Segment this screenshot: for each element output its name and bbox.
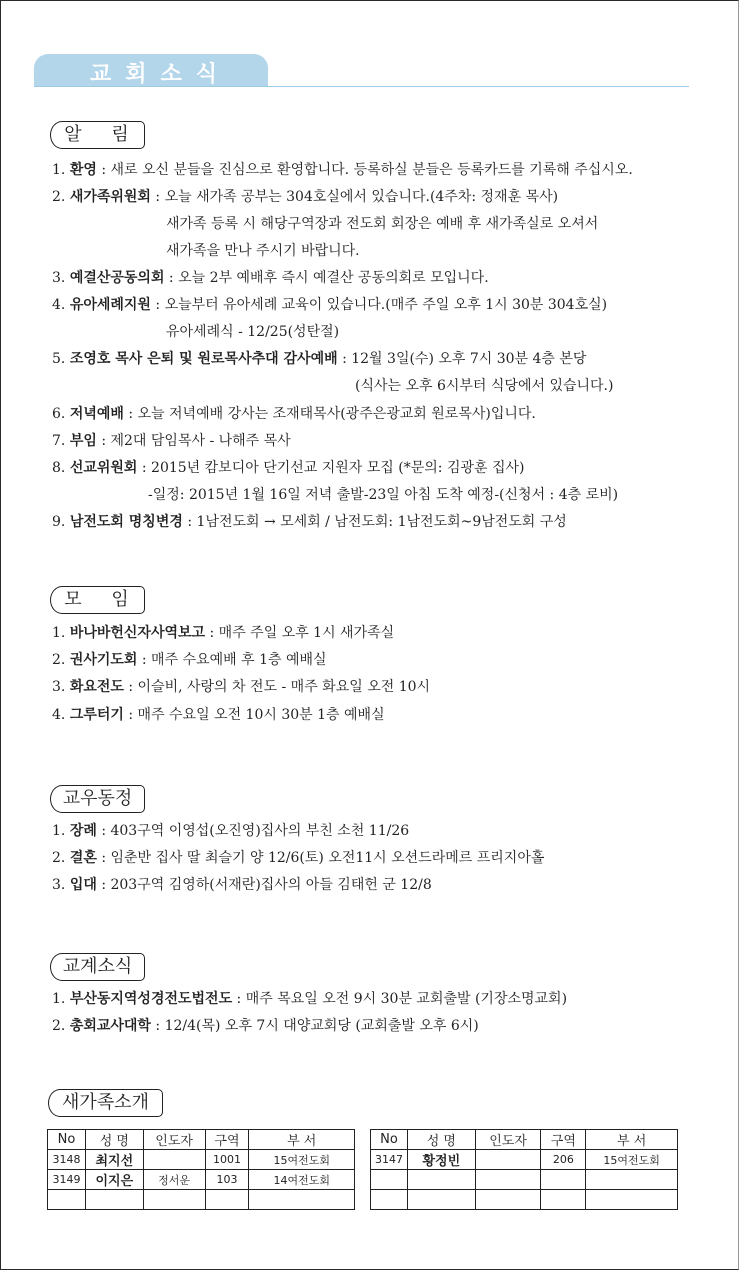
member-news-item: 1. 장례 : 403구역 이영섭(오진영)집사의 부친 소천 11/26 <box>52 823 410 839</box>
notice-continuation: -일정: 2015년 1월 16일 저녁 출발-23일 아침 도착 예정-(신청서 : 4층 로비) <box>148 487 619 503</box>
notice-item: 1. 환영 : 새로 오신 분들을 진심으로 환영합니다. 등록하실 분들은 등록카드를 기록해 주십시오. <box>52 162 633 178</box>
table-row: 3148 최지선 1001 15여전도회 <box>48 1150 355 1170</box>
notice-item: 3. 예결산공동의회 : 오늘 2부 예배후 즉시 예결산 공동의회로 모입니다. <box>52 270 489 286</box>
notice-item: 2. 새가족위원회 : 오늘 새가족 공부는 304호실에서 있습니다.(4주차: 정재훈 목사) <box>52 189 559 205</box>
col-no: No <box>48 1130 86 1150</box>
col-name: 성 명 <box>85 1130 143 1150</box>
section-label-members: 교우동정 <box>50 785 145 813</box>
table-header-row <box>48 1130 355 1150</box>
table-row: 3149 이지은 정서운 103 14여전도회 <box>48 1170 355 1190</box>
denomination-news-item: 1. 부산동지역성경전도법전도 : 매주 목요일 오전 9시 30분 교회출발 (기장소명교회) <box>52 991 568 1007</box>
meeting-item: 3. 화요전도 : 이슬비, 사랑의 차 전도 - 매주 화요일 오전 10시 <box>52 679 431 695</box>
col-guide: 인도자 <box>143 1130 205 1150</box>
table-row <box>48 1190 355 1210</box>
member-news-item: 2. 결혼 : 임춘반 집사 딸 최슬기 양 12/6(토) 오전11시 오션드라메르 프리지아홀 <box>52 850 545 866</box>
col-department: 부 서 <box>586 1130 678 1150</box>
section-label-newcomers: 새가족소개 <box>48 1089 163 1117</box>
meeting-item: 4. 그루터기 : 매주 수요일 오전 10시 30분 1층 예배실 <box>52 707 385 723</box>
col-department: 부 서 <box>249 1130 355 1150</box>
notice-continuation: (식사는 오후 6시부터 식당에서 있습니다.) <box>355 378 614 394</box>
col-district: 구역 <box>205 1130 249 1150</box>
notice-item: 9. 남전도회 명칭변경 : 1남전도회 → 모세회 / 남전도회: 1남전도회~9남전도회 구성 <box>52 514 567 530</box>
notice-item: 6. 저녁예배 : 오늘 저녁예배 강사는 조재태목사(광주은광교회 원로목사)입니다. <box>52 406 536 422</box>
newcomer-table-right <box>370 1129 678 1210</box>
denomination-news-item: 2. 총회교사대학 : 12/4(목) 오후 7시 대양교회당 (교회출발 오후 6시) <box>52 1018 479 1034</box>
table-row: 3147 황정빈 206 15여전도회 <box>371 1150 678 1170</box>
notice-continuation: 새가족 등록 시 해당구역장과 전도회 회장은 예배 후 새가족실로 오셔서 <box>166 216 599 232</box>
section-label-denomination: 교계소식 <box>50 953 145 981</box>
section-label-notices: 알 림 <box>50 121 145 149</box>
table-row <box>371 1190 678 1210</box>
page-title: 교회소식 <box>90 62 232 87</box>
notice-item: 4. 유아세례지원 : 오늘부터 유아세례 교육이 있습니다.(매주 주일 오후 1시 30분 304호실) <box>52 297 608 313</box>
meeting-item: 1. 바나바헌신자사역보고 : 매주 주일 오후 1시 새가족실 <box>52 625 395 641</box>
table-row <box>371 1170 678 1190</box>
col-district: 구역 <box>541 1130 586 1150</box>
member-news-item: 3. 입대 : 203구역 김영하(서재란)집사의 아들 김태헌 군 12/8 <box>52 877 432 893</box>
col-guide: 인도자 <box>475 1130 541 1150</box>
notice-continuation: 유아세례식 - 12/25(성탄절) <box>166 324 340 340</box>
notice-item: 5. 조영호 목사 은퇴 및 원로목사추대 감사예배 : 12월 3일(수) 오후 7시 30분 4층 본당 <box>52 351 587 367</box>
notice-item: 7. 부임 : 제2대 담임목사 - 나해주 목사 <box>52 433 291 449</box>
newcomer-table-left <box>47 1129 355 1210</box>
notice-item: 8. 선교위원회 : 2015년 캄보디아 단기선교 지원자 모집 (*문의: 김광훈 집사) <box>52 460 525 476</box>
col-name: 성 명 <box>407 1130 475 1150</box>
notice-continuation: 새가족을 만나 주시기 바랍니다. <box>166 243 360 259</box>
section-label-meetings: 모 임 <box>50 586 145 614</box>
table-header-row <box>371 1130 678 1150</box>
col-no: No <box>371 1130 408 1150</box>
meeting-item: 2. 권사기도회 : 매주 수요예배 후 1층 예배실 <box>52 652 327 668</box>
